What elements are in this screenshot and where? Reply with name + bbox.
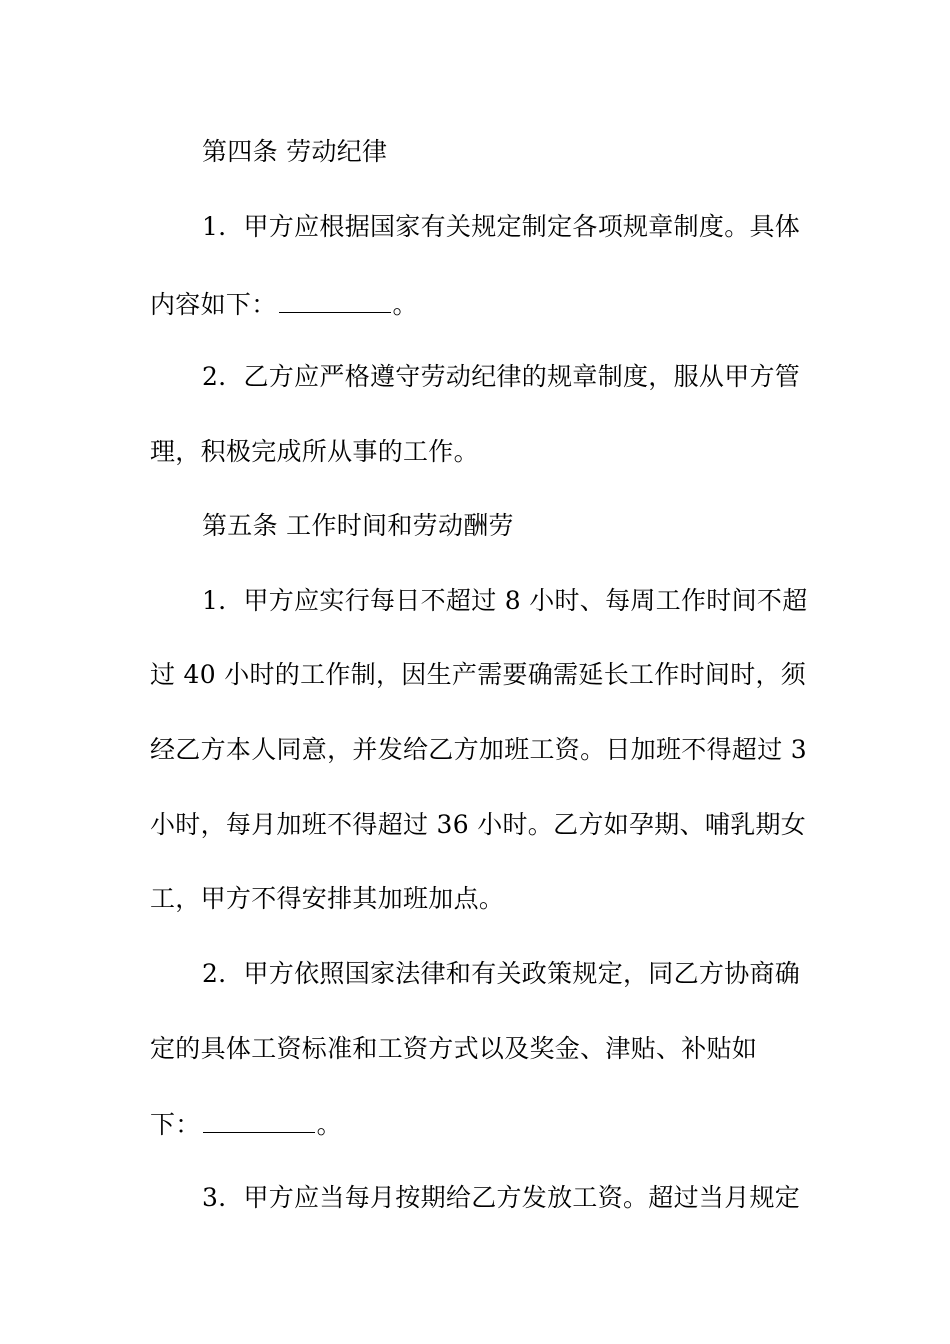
text-span: 。 [316,1110,342,1139]
paragraph-line [150,288,810,318]
paragraph-line: 3．甲方应当每月按期给乙方发放工资。超过当月规定 [202,1183,801,1212]
paragraph-line [150,1108,810,1138]
article-4-heading: 第四条 劳动纪律 [202,137,388,166]
paragraph-line: 小时，每月加班不得超过 36 小时。乙方如孕期、哺乳期女 [150,810,807,839]
fill-in-blank[interactable] [203,1108,315,1133]
paragraph-line: 定的具体工资标准和工资方式以及奖金、津贴、补贴如 [150,1034,758,1063]
paragraph-line: 经乙方本人同意，并发给乙方加班工资。日加班不得超过 3 [150,735,807,764]
paragraph-line: 过 40 小时的工作制，因生产需要确需延长工作时间时，须 [150,660,807,689]
article-5-heading: 第五条 工作时间和劳动酬劳 [202,511,514,540]
fill-in-blank[interactable] [279,288,391,313]
paragraph-line: 理，积极完成所从事的工作。 [150,437,479,466]
paragraph-line: 2．甲方依照国家法律和有关政策规定，同乙方协商确 [202,959,801,988]
text-span: 内容如下： [150,290,277,319]
text-span: 。 [392,290,418,319]
paragraph-line: 1．甲方应实行每日不超过 8 小时、每周工作时间不超 [202,586,808,615]
text-span: 下： [150,1110,201,1139]
paragraph-line: 1．甲方应根据国家有关规定制定各项规章制度。具体 [202,212,801,241]
paragraph-line: 2．乙方应严格遵守劳动纪律的规章制度，服从甲方管 [202,362,801,391]
paragraph-line: 工，甲方不得安排其加班加点。 [150,884,505,913]
